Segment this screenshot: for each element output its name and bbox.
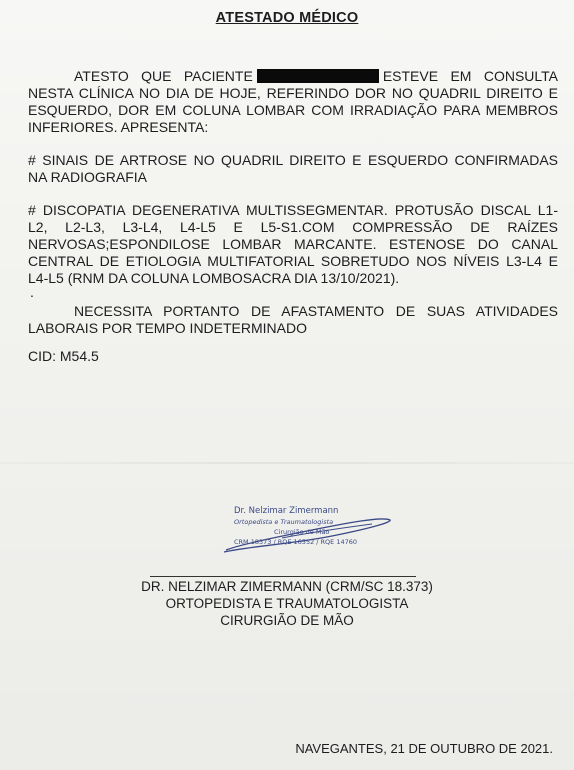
- signer-specialty: ORTOPEDISTA E TRAUMATOLOGISTA: [165, 596, 409, 611]
- attestation-suffix: ESTEVE EM CONSULTA NESTA CLÍNICA NO DIA DE HOJE, REFERINDO DOR NO QUADRIL DIREITO E ESQUERDO, DOR EM COLUNA LOMBAR COM IRRADIAÇÃO PARA MEMBROS INFERIORES. APRESENTA:: [28, 68, 558, 135]
- document-title: ATESTADO MÉDICO: [215, 10, 359, 26]
- stamp-registry: CRM 18373 / RQE 16552 / RQE 14760: [234, 538, 358, 546]
- cid-code: CID: M54.5: [28, 348, 99, 364]
- attestation-prefix: ATESTO QUE PACIENTE: [74, 68, 253, 84]
- finding-arthrosis: # SINAIS DE ARTROSE NO QUADRIL DIREITO E ESQUERDO CONFIRMADAS NA RADIOGRAFIA: [28, 152, 558, 185]
- doctor-stamp: [222, 500, 397, 562]
- conclusion-text: NECESSITA PORTANTO DE AFASTAMENTO DE SUAS ATIVIDADES LABORAIS POR TEMPO INDETERMINADO: [28, 303, 558, 336]
- finding-discopathy: # DISCOPATIA DEGENERATIVA MULTISSEGMENTAR. PROTUSÃO DISCAL L1-L2, L2-L3, L3-L4, L4-L5 E L5-S1.COM COMPRESSÃO DE RAÍZES NERVOSAS;ESPONDILOSE LOMBAR MARCANTE. ESTENOSE DO CANAL CENTRAL DE ETIOLOGIA MULTIFATORIAL SOBRETUDO NOS NÍVEIS L3-L4 E L4-L5 (RNM DA COLUNA LOMBOSACRA DIA 13/10/2021).: [28, 202, 558, 286]
- place-and-date: NAVEGANTES, 21 DE OUTUBRO DE 2021.: [295, 741, 553, 756]
- patient-name-redaction: [257, 69, 379, 83]
- conclusion-paragraph: [28, 303, 558, 337]
- attestation-paragraph: [28, 68, 558, 136]
- stamp-name: Dr. Nelzimar Zimermann: [234, 506, 339, 516]
- signature-line: [150, 576, 416, 577]
- separator-dot: .: [30, 284, 34, 300]
- stamp-subspecialty: Cirurgião de Mão: [274, 528, 330, 536]
- signer-subspecialty: CIRURGIÃO DE MÃO: [220, 613, 354, 628]
- paper-fold: [0, 462, 574, 464]
- signature-scribble-icon: [222, 500, 397, 562]
- stamp-specialty: Ortopedista e Traumatologista: [234, 518, 334, 526]
- signer-name: DR. NELZIMAR ZIMERMANN (CRM/SC 18.373): [141, 579, 433, 594]
